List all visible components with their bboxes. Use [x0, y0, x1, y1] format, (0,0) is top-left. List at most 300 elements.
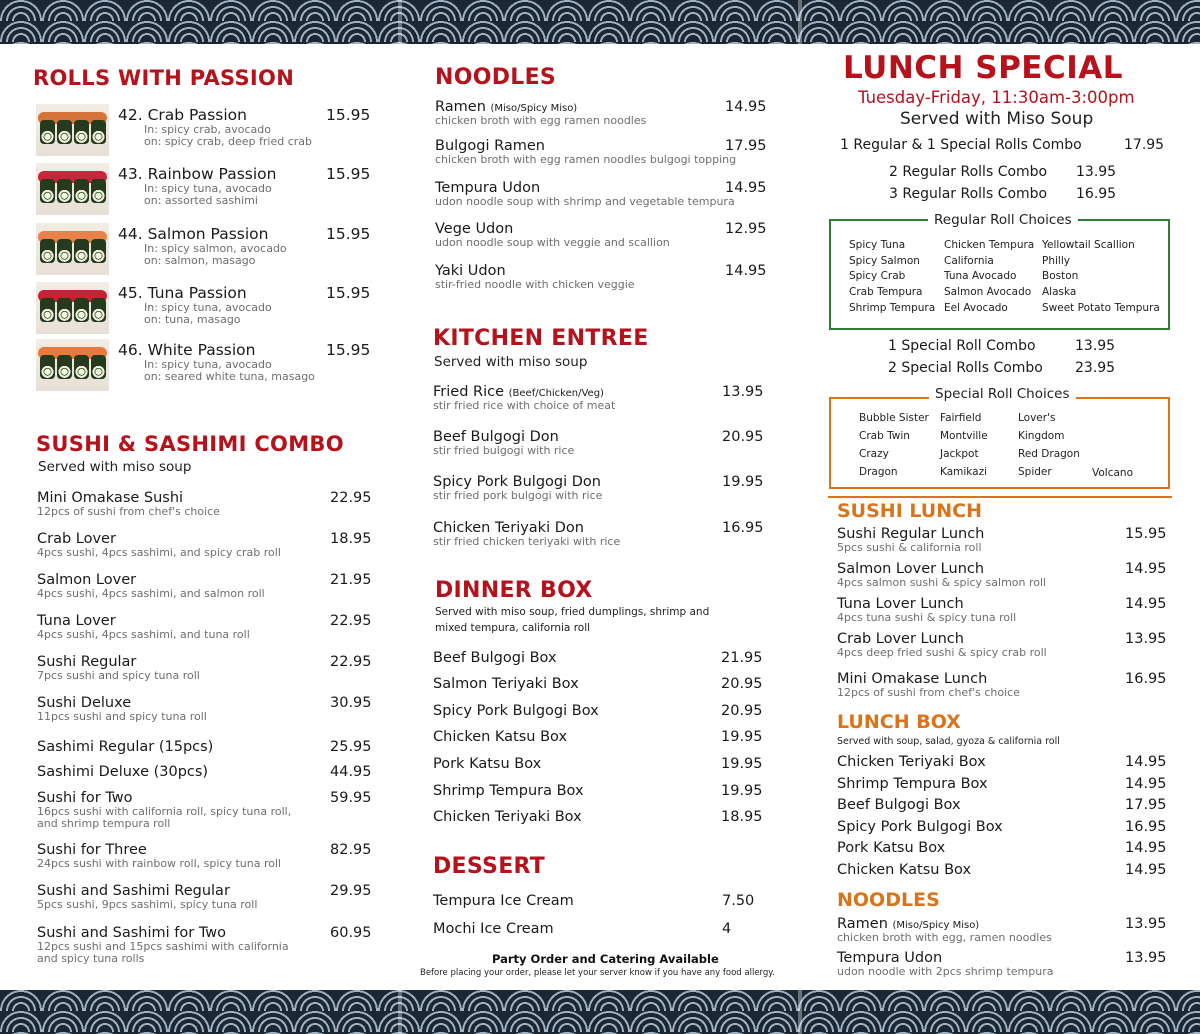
regular-roll-choice: Spicy Tuna — [849, 239, 906, 251]
item-name-text: Spicy Pork Bulgogi Box — [837, 819, 1003, 835]
item-description-2: on: tuna, masago — [144, 313, 241, 326]
item-name — [37, 790, 291, 806]
regular-roll-choice: Chicken Tempura — [944, 239, 1035, 251]
menu-item — [37, 490, 220, 518]
item-name — [37, 739, 213, 755]
item-name — [118, 341, 315, 359]
item-price: 14.95 — [725, 99, 767, 115]
roll-photo — [36, 163, 109, 215]
item-name — [837, 596, 1016, 612]
item-name — [435, 138, 736, 154]
special-roll-choice: Crazy — [859, 448, 889, 460]
regular-roll-choice: Eel Avocado — [944, 301, 1008, 314]
item-name-text: Salmon Lover Lunch — [837, 561, 985, 577]
item-name-text: Sushi Deluxe — [37, 695, 132, 711]
item-name-text: Ramen — [837, 916, 888, 932]
item-price: 17.95 — [1124, 137, 1165, 153]
item-name — [433, 384, 615, 400]
item-name-text: Beef Bulgogi Don — [433, 429, 559, 445]
section-subtitle: Served with soup, salad, gyoza & california roll — [837, 736, 1060, 747]
menu-item — [118, 106, 312, 148]
item-name-text: Mini Omakase Lunch — [837, 671, 988, 687]
roll-piece — [57, 179, 72, 203]
item-name-text: Sushi for Two — [37, 790, 133, 806]
roll-piece — [40, 239, 55, 263]
item-description: In: spicy salmon, avocado — [144, 242, 287, 255]
menu-item — [840, 137, 1082, 153]
panel-left — [0, 44, 400, 990]
roll-photo — [36, 223, 109, 275]
item-name-text: 43. Rainbow Passion — [118, 165, 277, 183]
item-name — [837, 797, 961, 813]
item-name — [37, 695, 207, 711]
special-roll-choice: Crab Twin — [859, 430, 910, 442]
menu-item — [435, 138, 736, 166]
menu-item — [118, 341, 315, 383]
section-subtitle-1: Served with miso soup, fried dumplings, shrimp and — [435, 606, 710, 618]
item-name — [837, 840, 945, 856]
item-description: 12pcs sushi and 15pcs sashimi with california — [37, 940, 289, 953]
regular-roll-choice: California — [944, 254, 994, 267]
menu-item — [837, 596, 1016, 624]
item-description: In: spicy crab, avocado — [144, 123, 272, 136]
item-name-text: 44. Salmon Passion — [118, 225, 269, 243]
roll-piece — [40, 120, 55, 144]
section-title-dessert: DESSERT — [433, 854, 546, 879]
item-name — [37, 613, 250, 629]
item-price: 13.95 — [1125, 916, 1167, 932]
item-description: 4pcs deep fried sushi & spicy crab roll — [837, 646, 1047, 659]
item-description: 16pcs sushi with california roll, spicy tuna roll, — [37, 805, 292, 818]
menu-item — [837, 916, 1052, 944]
regular-roll-choice: Spicy Crab — [849, 270, 906, 283]
item-price: 44.95 — [330, 764, 372, 780]
item-name-text: Tuna Lover Lunch — [837, 596, 964, 612]
item-price: 4 — [722, 921, 732, 937]
item-name-text: Vege Udon — [435, 221, 514, 237]
item-price: 17.95 — [725, 138, 767, 154]
menu-item — [888, 360, 1043, 376]
menu-item — [37, 654, 200, 682]
item-price: 19.95 — [721, 756, 763, 772]
menu-item — [433, 703, 599, 719]
item-name-text: Sushi Regular Lunch — [837, 526, 985, 542]
section-subtitle: Served with miso soup — [434, 354, 588, 370]
item-price: 14.95 — [725, 263, 767, 279]
item-name — [118, 225, 287, 243]
menu-item — [435, 180, 735, 208]
item-price: 21.95 — [721, 650, 763, 666]
menu-item — [433, 756, 541, 772]
item-price: 13.95 — [722, 384, 764, 400]
section-title-lunch-noodles: NOODLES — [837, 889, 940, 911]
item-name-text: Yaki Udon — [435, 263, 506, 279]
roll-piece — [40, 179, 55, 203]
item-name — [837, 754, 986, 770]
special-roll-choice: Lover's — [1018, 412, 1056, 424]
item-price: 14.95 — [1125, 840, 1167, 856]
item-name-text: Chicken Teriyaki Box — [433, 809, 582, 825]
menu-item — [433, 520, 620, 548]
item-name-text: 3 Regular Rolls Combo — [889, 186, 1048, 202]
item-name-text: Beef Bulgogi Box — [837, 797, 961, 813]
menu-item — [837, 797, 961, 813]
item-name — [433, 756, 541, 772]
item-price: 15.95 — [326, 165, 371, 183]
item-description: chicken broth with egg, ramen noodles — [837, 931, 1052, 944]
item-price: 82.95 — [330, 842, 372, 858]
item-price: 16.95 — [722, 520, 764, 536]
menu-item — [118, 284, 272, 326]
item-name — [37, 764, 208, 780]
regular-roll-choice: Tuna Avocado — [944, 270, 1017, 283]
footer-catering: Party Order and Catering Available — [492, 952, 719, 966]
item-name — [37, 925, 289, 941]
menu-item — [837, 754, 986, 770]
menu-item — [37, 613, 250, 641]
item-name — [433, 921, 554, 937]
item-price: 16.95 — [1076, 186, 1117, 202]
item-name — [433, 520, 620, 536]
section-title-lunch-box: LUNCH BOX — [837, 711, 961, 733]
item-description: 4pcs sushi, 4pcs sashimi, and salmon roll — [37, 587, 265, 600]
item-description: In: spicy tuna, avocado — [144, 358, 272, 371]
regular-roll-choice: Alaska — [1042, 286, 1077, 299]
menu-item — [433, 729, 567, 745]
item-name-text: Salmon Lover — [37, 572, 137, 588]
menu-item — [837, 840, 945, 856]
roll-piece — [40, 355, 55, 379]
wave-pattern-top — [0, 0, 1200, 44]
item-price: 19.95 — [721, 783, 763, 799]
item-name — [37, 531, 281, 547]
menu-item — [37, 925, 289, 965]
item-name-text: Shrimp Tempura Box — [837, 776, 988, 792]
panel-right — [800, 44, 1200, 990]
item-description: In: spicy tuna, avocado — [144, 182, 272, 195]
menu-item — [433, 921, 554, 937]
menu-item — [37, 739, 213, 755]
item-name-text: Crab Lover — [37, 531, 116, 547]
section-subtitle-2: mixed tempura, california roll — [435, 622, 591, 634]
item-price: 15.95 — [326, 341, 371, 359]
menu-item — [837, 819, 1003, 835]
menu-item — [888, 338, 1036, 354]
item-name-text: Chicken Teriyaki Box — [837, 754, 986, 770]
menu-item — [433, 474, 602, 502]
regular-roll-choice: Shrimp Tempura — [849, 301, 936, 314]
item-name-text: Sushi and Sashimi for Two — [37, 925, 227, 941]
item-name — [118, 284, 272, 302]
item-name — [37, 654, 200, 670]
item-name-text: Salmon Teriyaki Box — [433, 676, 579, 692]
item-name-text: 2 Special Rolls Combo — [888, 360, 1043, 376]
item-price: 19.95 — [721, 729, 763, 745]
special-roll-choice: Montville — [940, 430, 988, 442]
item-price: 20.95 — [721, 703, 763, 719]
item-name — [840, 137, 1082, 153]
footer-allergy-note: Before placing your order, please let your server know if you have any food allergy. — [420, 968, 775, 978]
item-name-text: Chicken Katsu Box — [433, 729, 568, 745]
item-name-text: Tempura Udon — [837, 950, 943, 966]
item-description: 4pcs tuna sushi & spicy tuna roll — [837, 611, 1017, 624]
roll-piece — [91, 239, 106, 263]
roll-piece — [57, 298, 72, 322]
item-name-text: Shrimp Tempura Box — [433, 783, 584, 799]
item-description: chicken broth with egg ramen noodles — [435, 114, 647, 127]
item-name — [433, 429, 574, 445]
roll-piece — [91, 120, 106, 144]
special-roll-choice: Kingdom — [1018, 430, 1065, 442]
item-name — [118, 106, 312, 124]
item-name — [433, 676, 579, 692]
item-name-text: Spicy Pork Bulgogi Don — [433, 474, 601, 490]
item-price: 14.95 — [725, 180, 767, 196]
section-title-sushi-lunch: SUSHI LUNCH — [837, 500, 982, 522]
item-price: 15.95 — [326, 106, 371, 124]
item-description: 4pcs sushi, 4pcs sashimi, and spicy crab roll — [37, 546, 281, 559]
item-description: stir fried bulgogi with rice — [433, 444, 575, 457]
item-name — [435, 180, 735, 196]
menu-item — [433, 783, 584, 799]
item-price: 20.95 — [722, 429, 764, 445]
item-price: 25.95 — [330, 739, 372, 755]
item-name — [37, 490, 220, 506]
item-price: 14.95 — [1125, 776, 1167, 792]
item-name-text: Sushi for Three — [37, 842, 147, 858]
roll-piece — [91, 355, 106, 379]
section-title-sushi-sashimi-combo: SUSHI & SASHIMI COMBO — [36, 432, 344, 456]
item-price: 16.95 — [1125, 819, 1167, 835]
item-price: 16.95 — [1125, 671, 1167, 687]
item-price: 22.95 — [330, 613, 372, 629]
menu-item — [118, 165, 276, 207]
special-roll-choice: Red Dragon — [1018, 448, 1080, 460]
item-name — [837, 916, 1052, 932]
item-price: 19.95 — [722, 474, 764, 490]
item-price: 14.95 — [1125, 862, 1167, 878]
item-name — [433, 893, 574, 909]
special-roll-choice: Dragon — [859, 466, 898, 478]
item-name — [118, 165, 276, 183]
item-price: 30.95 — [330, 695, 372, 711]
roll-piece — [74, 239, 89, 263]
item-description: chicken broth with egg ramen noodles bulgogi topping — [435, 153, 737, 166]
item-name — [37, 883, 257, 899]
menu-item — [837, 950, 1053, 978]
item-price: 29.95 — [330, 883, 372, 899]
item-price: 22.95 — [330, 654, 372, 670]
item-description: udon noodle soup with shrimp and vegetable tempura — [435, 195, 735, 208]
menu-item — [37, 531, 281, 559]
item-name — [433, 703, 599, 719]
item-price: 20.95 — [721, 676, 763, 692]
item-description: 12pcs of sushi from chef's choice — [37, 505, 220, 518]
roll-piece — [74, 355, 89, 379]
menu-item — [837, 776, 988, 792]
item-price: 17.95 — [1125, 797, 1167, 813]
item-price: 13.95 — [1125, 631, 1167, 647]
item-price: 14.95 — [1125, 754, 1167, 770]
item-price: 60.95 — [330, 925, 372, 941]
item-name-text: Mini Omakase Sushi — [37, 490, 184, 506]
regular-roll-choice: Spicy Salmon — [849, 254, 920, 267]
item-description: 11pcs sushi and spicy tuna roll — [37, 710, 207, 723]
item-name-text: Beef Bulgogi Box — [433, 650, 557, 666]
item-name-text: Spicy Pork Bulgogi Box — [433, 703, 599, 719]
menu-item — [837, 526, 984, 554]
item-name — [837, 862, 971, 878]
menu-item — [837, 561, 1046, 589]
item-description: 5pcs sushi, 9pcs sashimi, spicy tuna roll — [37, 898, 258, 911]
item-description-2: and shrimp tempura roll — [37, 817, 171, 830]
item-description-2: and spicy tuna rolls — [37, 952, 145, 965]
item-description-2: on: spicy crab, deep fried crab — [144, 135, 313, 148]
item-name-text: Pork Katsu Box — [837, 840, 946, 856]
item-description: stir fried chicken teriyaki with rice — [433, 535, 621, 548]
menu-item — [433, 809, 582, 825]
item-price: 23.95 — [1075, 360, 1116, 376]
item-name — [37, 842, 281, 858]
item-description: stir fried pork bulgogi with rice — [433, 489, 603, 502]
item-name — [37, 572, 265, 588]
item-description-2: on: seared white tuna, masago — [144, 370, 315, 383]
item-price: 21.95 — [330, 572, 372, 588]
item-name — [837, 950, 1053, 966]
item-description-2: on: assorted sashimi — [144, 194, 258, 207]
roll-piece — [57, 120, 72, 144]
item-price: 15.95 — [1125, 526, 1167, 542]
item-name — [837, 671, 1020, 687]
wave-pattern-bottom — [0, 990, 1200, 1034]
item-name — [433, 650, 557, 666]
item-name-text: 46. White Passion — [118, 341, 256, 359]
item-name — [837, 526, 984, 542]
menu-item — [837, 631, 1047, 659]
section-title-rolls-with-passion: ROLLS WITH PASSION — [33, 66, 295, 90]
item-name-text: Pork Katsu Box — [433, 756, 542, 772]
item-price: 18.95 — [721, 809, 763, 825]
item-name — [888, 360, 1043, 376]
item-name-text: Chicken Teriyaki Don — [433, 520, 584, 536]
section-title-lunch-special: LUNCH SPECIAL — [843, 50, 1124, 86]
item-name-text: Chicken Katsu Box — [837, 862, 972, 878]
menu-item — [837, 862, 971, 878]
menu-item — [889, 164, 1047, 180]
menu-item — [433, 893, 574, 909]
divider — [828, 496, 1172, 498]
item-description: 7pcs sushi and spicy tuna roll — [37, 669, 200, 682]
item-price: 15.95 — [326, 284, 371, 302]
regular-roll-choices-title: Regular Roll Choices — [928, 212, 1078, 228]
item-price: 13.95 — [1075, 338, 1116, 354]
item-name — [888, 338, 1036, 354]
item-description: 4pcs sushi, 4pcs sashimi, and tuna roll — [37, 628, 250, 641]
menu-item — [433, 384, 615, 412]
item-name-text: Tempura Udon — [435, 180, 541, 196]
item-variant: (Miso/Spicy Miso) — [490, 103, 578, 114]
menu-item — [37, 883, 257, 911]
roll-piece — [91, 179, 106, 203]
special-roll-choice: Kamikazi — [940, 466, 988, 478]
item-price: 13.95 — [1076, 164, 1117, 180]
item-price: 59.95 — [330, 790, 372, 806]
menu-item — [433, 429, 574, 457]
item-name-text: Ramen — [435, 99, 486, 115]
item-name — [433, 474, 602, 490]
section-title-noodles: NOODLES — [435, 65, 557, 90]
section-title-kitchen-entree: KITCHEN ENTREE — [433, 326, 649, 351]
regular-roll-choice: Salmon Avocado — [944, 286, 1032, 299]
item-description: 4pcs salmon sushi & spicy salmon roll — [837, 576, 1047, 589]
menu-item — [433, 676, 579, 692]
roll-photo — [36, 104, 109, 156]
lunch-served-note: Served with Miso Soup — [900, 109, 1094, 129]
menu-item — [37, 764, 208, 780]
item-price: 14.95 — [1125, 596, 1167, 612]
item-description: 5pcs sushi & california roll — [837, 541, 982, 554]
special-roll-choice: Jackpot — [940, 448, 979, 460]
menu-item — [889, 186, 1047, 202]
menu-item — [37, 695, 207, 723]
item-name-text: Mochi Ice Cream — [433, 921, 554, 937]
menu-item — [435, 221, 670, 249]
special-roll-choice: Bubble Sister — [859, 412, 929, 424]
item-name — [889, 186, 1047, 202]
item-description: 12pcs of sushi from chef's choice — [837, 686, 1020, 699]
item-name — [433, 783, 584, 799]
item-price: 13.95 — [1125, 950, 1167, 966]
item-name — [433, 809, 582, 825]
item-name-text: Tempura Ice Cream — [433, 893, 574, 909]
menu-item — [37, 842, 281, 870]
special-roll-choice: Volcano — [1092, 467, 1133, 479]
item-name-text: 42. Crab Passion — [118, 106, 247, 124]
roll-piece — [40, 298, 55, 322]
special-roll-choice: Fairfield — [940, 412, 982, 424]
regular-roll-choice: Philly — [1042, 254, 1070, 267]
item-name — [435, 221, 670, 237]
item-description: stir fried rice with choice of meat — [433, 399, 616, 412]
item-description: stir-fried noodle with chicken veggie — [435, 278, 635, 291]
special-roll-choices-title: Special Roll Choices — [929, 386, 1076, 402]
item-name-text: 2 Regular Rolls Combo — [889, 164, 1048, 180]
roll-piece — [74, 298, 89, 322]
regular-roll-choice: Yellowtail Scallion — [1042, 239, 1135, 251]
item-price: 12.95 — [725, 221, 767, 237]
roll-photo — [36, 339, 109, 391]
roll-piece — [74, 120, 89, 144]
roll-photo — [36, 282, 109, 334]
item-name-text: Sushi and Sashimi Regular — [37, 883, 230, 899]
item-name-text: Crab Lover Lunch — [837, 631, 964, 647]
item-name — [889, 164, 1047, 180]
menu-item — [435, 263, 635, 291]
item-name-text: 1 Special Roll Combo — [888, 338, 1036, 354]
item-name — [837, 631, 1047, 647]
menu-item — [435, 99, 646, 127]
item-name-text: Fried Rice — [433, 384, 505, 400]
item-name-text: Bulgogi Ramen — [435, 138, 545, 154]
item-name — [837, 561, 1046, 577]
roll-piece — [91, 298, 106, 322]
item-name — [435, 99, 646, 115]
item-price: 14.95 — [1125, 561, 1167, 577]
section-title-dinner-box: DINNER BOX — [435, 578, 593, 603]
item-description: In: spicy tuna, avocado — [144, 301, 272, 314]
menu-item — [118, 225, 287, 267]
menu-item — [837, 671, 1020, 699]
